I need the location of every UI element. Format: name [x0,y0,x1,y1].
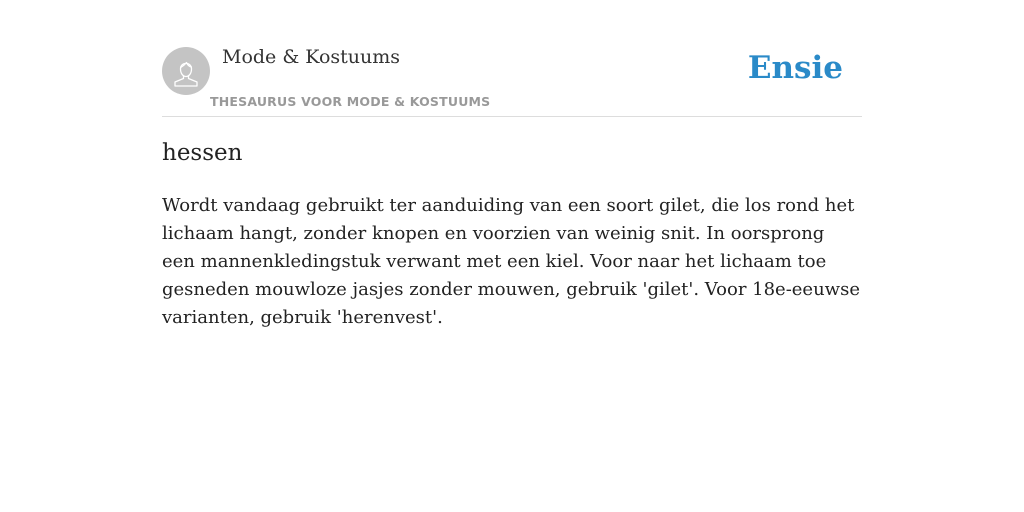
user-silhouette-icon [162,47,210,95]
avatar[interactable] [162,47,210,95]
header [162,0,862,117]
site-title[interactable]: Mode & Kostuums [222,46,401,68]
site-subtitle[interactable]: THESAURUS VOOR MODE & KOSTUUMS [210,94,491,109]
term-definition: Wordt vandaag gebruikt ter aanduiding van een soort gilet, die los rond het lichaam hangt, zonder knopen en voorzien van weinig snit. In oorsprong een mannenkledingstuk verwant met een kiel. Voor naar het lichaam toe gesneden mouwloze jasjes zonder mouwen, gebruik 'gilet'. Voor 18e-eeuwse varianten, gebruik 'herenvest'. [162,195,860,328]
page [162,0,862,512]
brand-logo[interactable]: Ensie [747,50,843,86]
term-title: hessen [162,140,243,166]
